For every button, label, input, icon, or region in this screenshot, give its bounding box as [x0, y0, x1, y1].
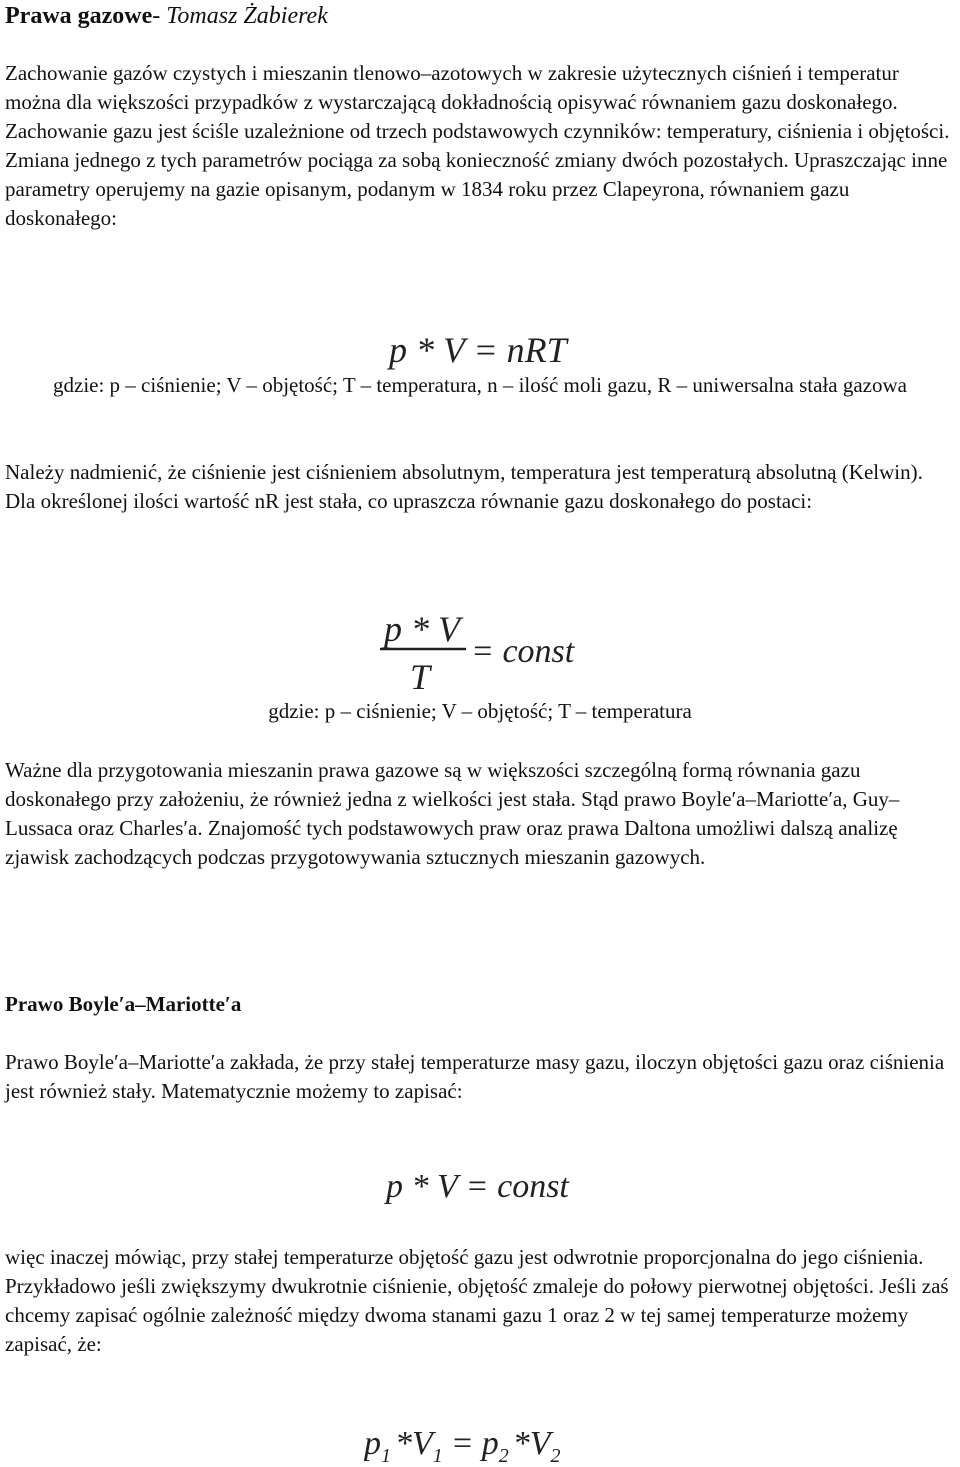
formula-star-a: * [395, 1425, 412, 1462]
title-text: Prawa gazowe [5, 3, 153, 29]
formula-ideal-gas-text: p * V = nRT [389, 330, 567, 370]
formula-const-rhs: = const [471, 633, 575, 670]
paragraph-boyle: Prawo Boyle′a–Mariotte′a zakłada, że przy stałej temperaturze masy gazu, iloczyn objętości gazu oraz ciśnienia jest również stały. Matematycznie możemy to zapisać: [5, 1050, 945, 1103]
paragraph-absolute: Należy nadmienić, że ciśnienie jest ciśnieniem absolutnym, temperatura jest temperaturą absolutną (Kelwin). Dla określonej ilości wartość nR jest stała, co upraszcza równanie gazu doskonałego do postaci: [5, 460, 923, 513]
formula-v2: V [529, 1425, 551, 1462]
document-title [5, 2, 328, 30]
formula-eq: = [450, 1425, 474, 1462]
formula-boyle-text: p * V = const [386, 1168, 569, 1205]
legend-ideal-gas: gdzie: p – ciśnienie; V – objętość; T – temperatura, n – ilość moli gazu, R – uniwersalna stała gazowa [53, 373, 907, 397]
formula-star-b: * [512, 1425, 530, 1462]
title-author: - Tomasz Żabierek [152, 3, 328, 29]
formula-boyle [382, 1163, 592, 1214]
formula-states [364, 1420, 614, 1467]
heading-boyle-mariotte: Prawo Boyle′a–Mariotte′a [5, 992, 242, 1016]
formula-sub1-a: 1 [381, 1445, 391, 1467]
intro-paragraph: Zachowanie gazów czystych i mieszanin tlenowo–azotowych w zakresie użytecznych ciśnień i temperatur można dla większości przypadków z wystarczającą dokładnością opisywać równaniem gazu doskonałego. Zachowanie gazu jest ściśle uzależnione od trzech podstawowych czynników: temperatury, ciśnienia i objętości. Zmiana jednego z tych parametrów pociąga za sobą konieczność zmiany dwóch pozostałych. Upraszczając inne parametry operujemy na gazie opisanym, podanym w 1834 roku przez Clapeyrona, równaniem gazu doskonałego: [5, 61, 950, 230]
formula-p2: p [481, 1425, 499, 1462]
formula-sub2-b: 2 [550, 1445, 561, 1467]
formula-const [378, 605, 598, 702]
formula-sub2-a: 2 [498, 1445, 509, 1467]
formula-p1: p [364, 1425, 381, 1462]
formula-const-numerator: p * V [384, 609, 460, 649]
paragraph-laws: Ważne dla przygotowania mieszanin prawa gazowe są w większości szczególną formą równania gazu doskonałego przy założeniu, że również jedna z wielkości jest stała. Stąd prawo Boyle′a–Mariotte′a, Guy–Lussaca oraz Charles′a. Znajomość tych podstawowych praw oraz prawa Daltona umożliwi dalszą analizę zjawisk zachodzących podczas przygotowywania sztucznych mieszanin gazowych. [5, 758, 900, 869]
formula-sub1-b: 1 [432, 1445, 443, 1467]
legend-const: gdzie: p – ciśnienie; V – objętość; T – temperatura [268, 699, 692, 723]
paragraph-inverse: więc inaczej mówiąc, przy stałej temperaturze objętość gazu jest odwrotnie proporcjonalna do jego ciśnienia. Przykładowo jeśli zwiększymy dwukrotnie ciśnienie, objętość zmaleje do połowy pierwotnej objętości. Jeśli zaś chcemy zapisać ogólnie zależność między dwoma stanami gazu 1 oraz 2 w tej samej temperaturze możemy zapisać, że: [5, 1245, 949, 1356]
formula-const-denominator: T [410, 657, 431, 697]
svg-text:p1*V1=p2*V2 [364, 1425, 561, 1467]
formula-v1: V [412, 1425, 433, 1462]
